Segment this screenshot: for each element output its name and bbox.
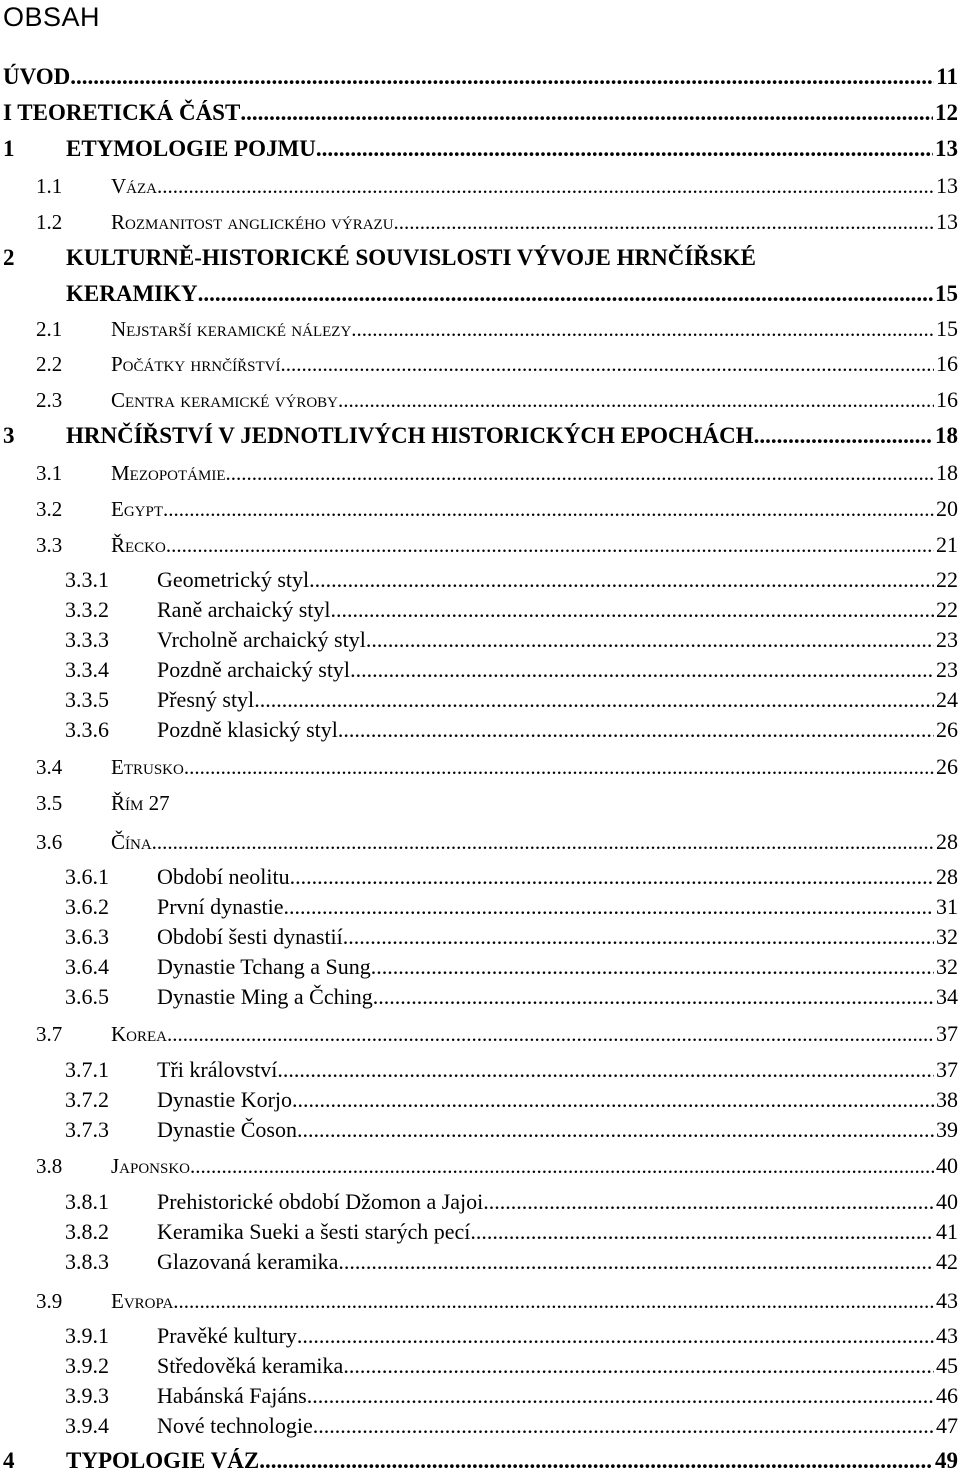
toc-leader-dots <box>166 533 934 558</box>
toc-entry-label: Řecko <box>111 533 166 557</box>
toc-entry-3-9-1[interactable] <box>0 1323 958 1349</box>
toc-entry-3-3[interactable] <box>0 532 958 558</box>
toc-entry-label: Dynastie Korjo <box>157 1087 293 1112</box>
toc-leader-dots <box>297 1117 934 1143</box>
toc-leader-dots <box>338 717 934 743</box>
toc-entry-3-6-4[interactable] <box>0 954 958 980</box>
toc-entry-number: 3.8.3 <box>65 1249 109 1274</box>
toc-entry-label: Nejstarší keramické nálezy <box>111 317 352 341</box>
toc-entry-number: 3.5 <box>36 791 63 815</box>
toc-entry-number: 3.4 <box>36 755 63 779</box>
toc-entry-3-3-1[interactable] <box>0 567 958 593</box>
toc-entry-3-3-5[interactable] <box>0 687 958 713</box>
toc-entry-label: KULTURNĚ-HISTORICKÉ SOUVISLOSTI VÝVOJE HRNČÍŘSKÉ <box>66 245 756 270</box>
toc-entry-label: Geometrický styl <box>157 567 310 592</box>
toc-entry-label: Keramika Sueki a šesti starých pecí <box>157 1219 471 1244</box>
toc-entry-number: 3.8.1 <box>65 1189 109 1214</box>
toc-entry-3-9-4[interactable] <box>0 1413 958 1439</box>
toc-entry-page: 21 <box>936 532 958 557</box>
toc-entry-label: Korea <box>111 1022 167 1046</box>
toc-entry-2-3[interactable] <box>0 387 958 413</box>
toc-entry-page: 20 <box>936 496 958 521</box>
toc-entry-3-8-3[interactable] <box>0 1249 958 1275</box>
toc-entry-page: 32 <box>936 954 958 979</box>
toc-entry-page: 26 <box>936 754 958 779</box>
toc-entry-page: 16 <box>936 351 958 376</box>
toc-leader-dots <box>167 1022 934 1047</box>
toc-leader-dots <box>350 657 934 683</box>
toc-heading: OBSAH <box>3 2 101 32</box>
toc-leader-dots <box>259 1448 933 1474</box>
toc-entry-teoreticka-cast[interactable] <box>0 100 958 126</box>
toc-leader-dots <box>366 627 934 653</box>
toc-leader-dots <box>331 597 935 623</box>
toc-entry-page: 32 <box>936 924 958 949</box>
toc-entry-3-8-2[interactable] <box>0 1219 958 1245</box>
toc-entry-page: 49 <box>935 1448 958 1473</box>
toc-entry-3-6-2[interactable] <box>0 894 958 920</box>
toc-entry-number: 3.3.4 <box>65 657 109 682</box>
toc-entry-label: Dynastie Ming a Čching <box>157 984 373 1009</box>
toc-entry-number: 3.6.2 <box>65 894 109 919</box>
toc-entry-3-3-2[interactable] <box>0 597 958 623</box>
toc-entry-label: Raně archaický styl <box>157 597 331 622</box>
toc-leader-dots <box>70 64 934 90</box>
toc-entry-number: 3.9.4 <box>65 1413 109 1438</box>
toc-entry-page: 12 <box>935 100 958 125</box>
toc-leader-dots <box>313 1413 934 1439</box>
toc-entry-number: 3.8.2 <box>65 1219 109 1244</box>
toc-entry-number: 3.3.1 <box>65 567 109 592</box>
toc-entry-page: 13 <box>935 136 958 161</box>
toc-entry-page: 40 <box>936 1189 958 1214</box>
toc-entry-number: 1.2 <box>36 210 63 234</box>
toc-entry-3-8-1[interactable] <box>0 1189 958 1215</box>
toc-leader-dots <box>394 210 934 235</box>
toc-entry-3-5[interactable] <box>0 791 958 816</box>
toc-entry-number: 3.6.1 <box>65 864 109 889</box>
toc-leader-dots <box>284 894 935 920</box>
toc-entry-number: 3.2 <box>36 497 63 521</box>
toc-entry-label-continuation: KERAMIKY <box>66 281 198 306</box>
toc-entry-number: 3.7 <box>36 1022 63 1046</box>
toc-leader-dots <box>338 388 934 413</box>
toc-entry-number: 3.9.3 <box>65 1383 109 1408</box>
toc-entry-number: 3.9.1 <box>65 1323 109 1348</box>
toc-leader-dots <box>343 924 934 950</box>
toc-entry-label: Japonsko <box>111 1154 191 1178</box>
toc-entry-3-7-3[interactable] <box>0 1117 958 1143</box>
toc-entry-3-6-1[interactable] <box>0 864 958 890</box>
toc-leader-dots <box>351 317 934 342</box>
toc-entry-label: ÚVOD <box>3 64 71 89</box>
toc-entry-number: 3 <box>3 423 15 448</box>
toc-entry-label: Čína <box>111 830 152 854</box>
toc-entry-label: Pozdně archaický styl <box>157 657 351 682</box>
toc-entry-page: 13 <box>936 173 958 198</box>
toc-leader-dots <box>316 136 933 162</box>
toc-entry-3-3-6[interactable] <box>0 717 958 743</box>
toc-entry-page: 18 <box>936 460 958 485</box>
toc-entry-number: 3.9.2 <box>65 1353 109 1378</box>
toc-entry-number: 3.3.6 <box>65 717 109 742</box>
toc-entry-page: 37 <box>936 1057 958 1082</box>
toc-leader-dots <box>292 1087 934 1113</box>
toc-entry-3-7[interactable] <box>0 1021 958 1047</box>
toc-entry-3-6-5[interactable] <box>0 984 958 1010</box>
toc-entry-label: Přesný styl <box>157 687 255 712</box>
toc-leader-dots <box>240 100 933 126</box>
toc-entry-page: 13 <box>936 209 958 234</box>
toc-entry-label: Pravěké kultury <box>157 1323 297 1348</box>
toc-entry-label: Období šesti dynastií <box>157 924 343 949</box>
toc-entry-1[interactable] <box>0 136 958 162</box>
toc-entry-page: 16 <box>936 387 958 412</box>
toc-leader-dots <box>254 687 934 713</box>
toc-entry-label: HRNČÍŘSTVÍ V JEDNOTLIVÝCH HISTORICKÝCH EPOCHÁCH <box>66 423 754 448</box>
toc-entry-label: Dynastie Tchang a Sung <box>157 954 371 979</box>
toc-leader-dots <box>483 1189 934 1215</box>
toc-entry-label: Glazovaná keramika <box>157 1249 339 1274</box>
toc-entry-3-9-3[interactable] <box>0 1383 958 1409</box>
toc-entry-label: Egypt <box>111 497 163 521</box>
toc-entry-number: 2.2 <box>36 352 63 376</box>
toc-entry-label: Etrusko <box>111 755 184 779</box>
toc-leader-dots <box>297 1323 934 1349</box>
toc-entry-label: Rozmanitost anglického výrazu <box>111 210 394 234</box>
toc-entry-label: Vrcholně archaický styl <box>157 627 366 652</box>
toc-entry-page: 18 <box>935 423 958 448</box>
toc-leader-dots <box>470 1219 934 1245</box>
toc-entry-number: 3.3.3 <box>65 627 109 652</box>
toc-entry-page: 31 <box>936 894 958 919</box>
toc-entry-label: Středověká keramika <box>157 1353 344 1378</box>
toc-entry-label: I TEORETICKÁ ČÁST <box>3 100 241 125</box>
toc-leader-dots <box>152 830 934 855</box>
toc-entry-3-7-1[interactable] <box>0 1057 958 1083</box>
toc-entry-number: 3.3.5 <box>65 687 109 712</box>
toc-entry-page: 22 <box>936 567 958 592</box>
toc-entry-label: Evropa <box>111 1289 174 1313</box>
toc-leader-dots <box>371 954 934 980</box>
toc-entry-number: 3.1 <box>36 461 63 485</box>
toc-entry-page: 39 <box>936 1117 958 1142</box>
toc-entry-label: TYPOLOGIE VÁZ <box>66 1448 260 1473</box>
toc-leader-dots <box>373 984 934 1010</box>
toc-entry-page: 23 <box>936 627 958 652</box>
toc-entry-3-3-3[interactable] <box>0 627 958 653</box>
toc-entry-number: 3.3.2 <box>65 597 109 622</box>
toc-entry-label: Pozdně klasický styl <box>157 717 338 742</box>
toc-entry-2-2[interactable] <box>0 351 958 377</box>
toc-entry-1-1[interactable] <box>0 173 958 199</box>
toc-leader-dots <box>307 1383 934 1409</box>
toc-leader-dots <box>184 755 934 780</box>
toc-entry-label: Habánská Fajáns <box>157 1383 307 1408</box>
toc-entry-page: 46 <box>936 1383 958 1408</box>
toc-leader-dots <box>226 461 935 486</box>
toc-entry-3-9-2[interactable] <box>0 1353 958 1379</box>
toc-entry-number: 2.3 <box>36 388 63 412</box>
toc-entry-page: 42 <box>936 1249 958 1274</box>
toc-leader-dots <box>343 1353 934 1379</box>
toc-entry-label: Nové technologie <box>157 1413 313 1438</box>
toc-entry-label: ETYMOLOGIE POJMU <box>66 136 316 161</box>
toc-entry-number: 3.6 <box>36 830 63 854</box>
toc-entry-number: 4 <box>3 1448 15 1473</box>
toc-entry-3-6-3[interactable] <box>0 924 958 950</box>
toc-entry-number: 3.9 <box>36 1289 63 1313</box>
toc-leader-dots <box>173 1289 934 1314</box>
toc-entry-label: Řím 27 <box>111 791 170 815</box>
toc-entry-number: 3.7.2 <box>65 1087 109 1112</box>
toc-leader-dots <box>290 864 934 890</box>
toc-entry-page: 26 <box>936 717 958 742</box>
toc-entry-label: Období neolitu <box>157 864 290 889</box>
toc-entry-page: 28 <box>936 864 958 889</box>
toc-entry-page: 45 <box>936 1353 958 1378</box>
toc-entry-page: 40 <box>936 1153 958 1178</box>
toc-entry-number: 3.6.5 <box>65 984 109 1009</box>
toc-entry-label: Váza <box>111 174 157 198</box>
toc-entry-uvod[interactable] <box>0 64 958 90</box>
toc-entry-number: 3.6.4 <box>65 954 109 979</box>
toc-entry-page: 11 <box>936 64 958 89</box>
toc-entry-2-1[interactable] <box>0 316 958 342</box>
toc-entry-number: 3.3 <box>36 533 63 557</box>
toc-leader-dots <box>338 1249 934 1275</box>
toc-entry-2-continuation[interactable] <box>0 281 958 307</box>
toc-entry-label: Počátky hrnčířství <box>111 352 281 376</box>
toc-entry-page: 24 <box>936 687 958 712</box>
toc-entry-3[interactable] <box>0 423 958 449</box>
toc-entry-page: 34 <box>936 984 958 1009</box>
toc-entry-4[interactable] <box>0 1448 958 1474</box>
toc-entry-1-2[interactable] <box>0 209 958 235</box>
toc-leader-dots <box>157 174 934 199</box>
toc-entry-page: 37 <box>936 1021 958 1046</box>
toc-leader-dots <box>280 352 934 377</box>
toc-entry-page: 41 <box>936 1219 958 1244</box>
toc-entry-page: 15 <box>936 316 958 341</box>
toc-entry-label: Mezopotámie <box>111 461 226 485</box>
toc-leader-dots <box>309 567 934 593</box>
toc-entry-3-3-4[interactable] <box>0 657 958 683</box>
toc-entry-label: První dynastie <box>157 894 284 919</box>
toc-entry-3-6[interactable] <box>0 829 958 855</box>
toc-leader-dots <box>277 1057 934 1083</box>
toc-entry-page: 43 <box>936 1288 958 1313</box>
toc-entry-page: 22 <box>936 597 958 622</box>
toc-entry-3-9[interactable] <box>0 1288 958 1314</box>
toc-entry-label: Prehistorické období Džomon a Jajoi <box>157 1189 484 1214</box>
toc-entry-number: 2 <box>3 245 15 270</box>
toc-entry-number: 1.1 <box>36 174 63 198</box>
toc-entry-3-1[interactable] <box>0 460 958 486</box>
toc-entry-number: 3.7.3 <box>65 1117 109 1142</box>
toc-entry-3-7-2[interactable] <box>0 1087 958 1113</box>
toc-entry-number: 3.6.3 <box>65 924 109 949</box>
toc-entry-page: 43 <box>936 1323 958 1348</box>
toc-entry-label: Dynastie Čoson <box>157 1117 297 1142</box>
toc-entry-3-2[interactable] <box>0 496 958 522</box>
toc-entry-2[interactable] <box>0 245 958 271</box>
toc-entry-number: 3.8 <box>36 1154 63 1178</box>
toc-leader-dots <box>163 497 934 522</box>
toc-entry-3-4[interactable] <box>0 754 958 780</box>
toc-entry-page: 38 <box>936 1087 958 1112</box>
toc-entry-page: 23 <box>936 657 958 682</box>
toc-entry-page: 15 <box>935 281 958 306</box>
toc-entry-page: 47 <box>936 1413 958 1438</box>
toc-leader-dots <box>190 1154 934 1179</box>
toc-leader-dots <box>754 423 933 449</box>
toc-entry-number: 3.7.1 <box>65 1057 109 1082</box>
toc-leader-dots <box>198 281 933 307</box>
toc-entry-3-8[interactable] <box>0 1153 958 1179</box>
toc-entry-number: 1 <box>3 136 15 161</box>
toc-entry-label: Centra keramické výroby <box>111 388 339 412</box>
toc-entry-number: 2.1 <box>36 317 63 341</box>
toc-entry-label: Tři království <box>157 1057 278 1082</box>
toc-entry-page: 28 <box>936 829 958 854</box>
